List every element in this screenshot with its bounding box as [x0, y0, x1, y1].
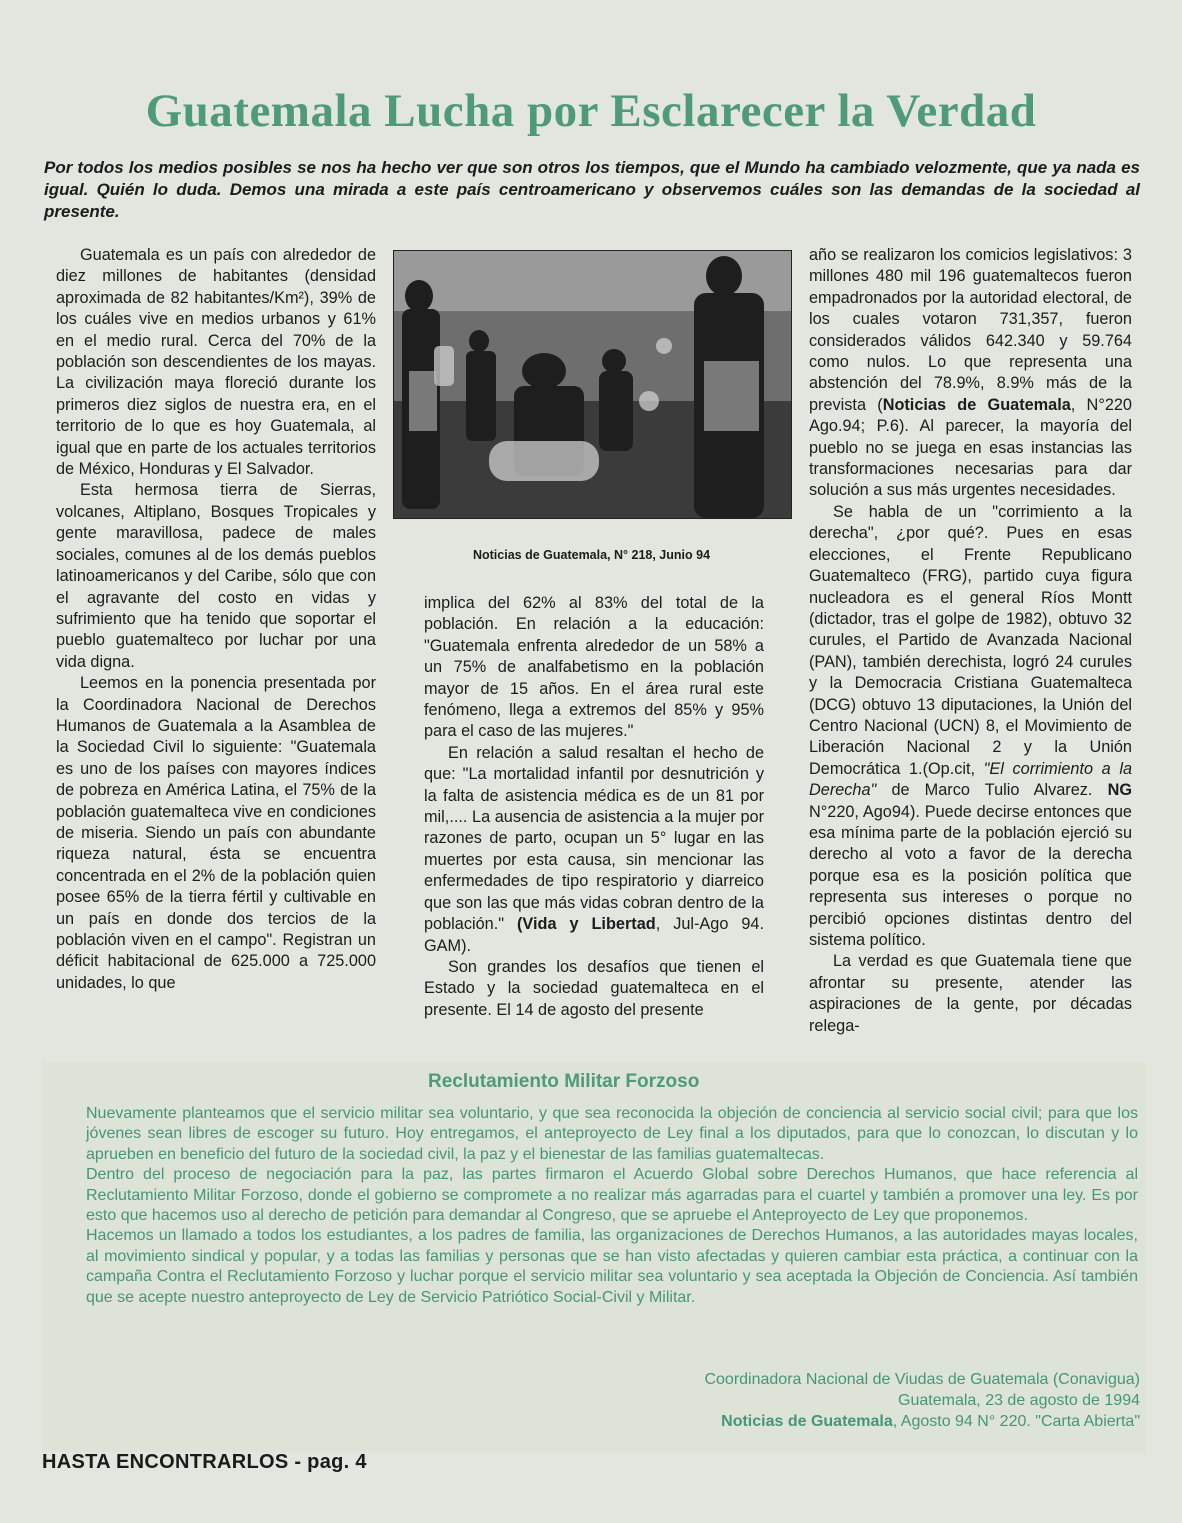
article-title-reference: "El corrimiento a la Derecha" — [809, 759, 1132, 800]
signature-source — [540, 1411, 1140, 1432]
column-3 — [809, 245, 1132, 1037]
paragraph — [809, 502, 1132, 952]
source-citation: NG — [1107, 781, 1132, 800]
photo-illustration — [394, 251, 791, 518]
paragraph: La verdad es que Guatemala tiene que afrontar su presente, atender las aspiraciones de la gente, por décadas relega- — [809, 952, 1132, 1035]
letter-title: Reclutamiento Militar Forzoso — [428, 1071, 700, 1092]
paragraph-text: año se realizaron los comicios legislativos: 3 millones 480 mil 196 guatemaltecos fueron empadronados por la autoridad electoral, de los cuales votaron 731,357, fueron considerados válidos 642.340 y 59.764 como nulos. Lo que representa una abstención del 78.9%, 8.9% más de la prevista ( — [809, 246, 1132, 414]
source-name: Noticias de Guatemala — [721, 1413, 893, 1430]
paragraph: Leemos en la ponencia presentada por la Coordinadora Nacional de Derechos Humanos de Guatemala a la Asamblea de la Sociedad Civil lo siguiente: "Guatemala es uno de los países con mayores índices de pobreza en América Latina, el 75% de la población guatemalteca vive en condiciones de miseria. Siendo un país con abundante riqueza natural, ésta se encuentra concentrada en el 2% de la población quien posee 65% de la tierra fértil y cultivable en un país en donde dos tercios de la población viven en el campo". Registran un déficit habitacional de 625.000 a 725.000 unidades, lo que — [56, 674, 376, 992]
letter-paragraph: Nuevamente planteamos que el servicio militar sea voluntario, y que sea reconocida la objeción de conciencia al servicio social civil; para que los jóvenes sean libres de escoger su futuro. Hoy entregamos, el anteproyecto de Ley final a los diputados, para que lo conozcan, lo discutan y lo aprueben en beneficio del futuro de la sociedad civil, la paz y el bienestar de las familias guatemaltecas. — [86, 1105, 1138, 1163]
crowd-photo — [393, 250, 792, 519]
paragraph: Guatemala es un país con alrededor de diez millones de habitantes (densidad aproximada de 82 habitantes/Km²), 39% de los cuáles vive en medios urbanos y 61% en el medio rural. Cerca del 70% de la población son descendientes de los mayas. La civilización maya floreció durante los primeros diez siglos de nuestra era, en el territorio de lo que es hoy Guatemala, al igual que en parte de los actuales territorios de México, Honduras y El Salvador. — [56, 246, 376, 479]
source-detail: , Agosto 94 N° 220. "Carta Abierta" — [892, 1413, 1140, 1430]
paragraph — [809, 245, 1132, 502]
paragraph: implica del 62% al 83% del total de la población. En relación a la educación: "Guatemala enfrenta alrededor de un 58% a un 75% de analfabetismo en la población mayor de 15 años. En el área rural este fenómeno, llega a extremos del 85% y 95% para el caso de las mujeres." — [424, 594, 764, 741]
paragraph-text: N°220, Ago94). Puede decirse entonces que esa mínima parte de la población ejerció su derecho al voto a favor de la derecha porque esa es la posición política que representa sus intereses o porque no percibió opciones distintas dentro del sistema político. — [809, 802, 1132, 949]
paragraph: Esta hermosa tierra de Sierras, volcanes, Altiplano, Bosques Tropicales y gente maravillosa, padece de males sociales, comunes al de los demás pueblos latinoamericanos y del Caribe, sólo que con el agravante del costo en vidas y sufrimiento que ha tenido que soportar el pueblo guatemalteco por luchar por una vida digna. — [56, 481, 376, 671]
letter-body — [86, 1104, 1138, 1308]
paragraph-text: , N°220 Ago.94; P.6). Al parecer, la mayoría del pueblo no se juega en esas instancias las transformaciones necesarias para dar solución a sus más urgentes necesidades. — [809, 395, 1132, 500]
column-1 — [56, 245, 376, 994]
citation-rest: , Jul-Ago 94. GAM). — [424, 915, 764, 955]
source-citation: (Vida y Libertad — [516, 915, 656, 934]
letter-paragraph: Hacemos un llamado a todos los estudiantes, a los padres de familia, las organizaciones de Derechos Humanos, a las autoridades mayas locales, al movimiento sindical y popular, y a todas las familias y personas que se han visto afectadas y quieren cambiar esta práctica, a continuar con la campaña Contra el Reclutamiento Forzoso y luchar porque el servicio militar sea voluntario y sea aceptada la Objeción de Conciencia. Así también que se acepte nuestro anteproyecto de Ley de Servicio Patriótico Social-Civil y Militar. — [86, 1227, 1138, 1306]
article-intro: Por todos los medios posibles se nos ha hecho ver que son otros los tiempos, que el Mundo ha cambiado velozmente, que ya nada es igual. Quién lo duda. Demos una mirada a este país centroamericano y observemos cuáles son las demandas de la sociedad al presente. — [44, 158, 1140, 221]
page-footer: HASTA ENCONTRARLOS - pag. 4 — [42, 1451, 367, 1473]
letter-signature — [540, 1369, 1140, 1432]
column-2 — [424, 593, 764, 1021]
paragraph-text: de Marco Tulio Alvarez. — [876, 781, 1108, 800]
article-title: Guatemala Lucha por Esclarecer la Verdad — [145, 85, 1037, 137]
paragraph — [424, 743, 764, 957]
letter-paragraph: Dentro del proceso de negociación para la paz, las partes firmaron el Acuerdo Global sobre Derechos Humanos, que hace referencia al Reclutamiento Militar Forzoso, donde el gobierno se compromete a no realizar más agarradas para el cuartel y también a promover una ley. Es por esto que hacemos uso al derecho de petición para demandar al Congreso, que se apruebe el Anteproyecto de Ley que proponemos. — [86, 1166, 1138, 1225]
source-citation: Noticias de Guatemala — [882, 395, 1071, 414]
signature-organization: Coordinadora Nacional de Viudas de Guatemala (Conavigua) — [704, 1371, 1140, 1388]
photo-caption: Noticias de Guatemala, N° 218, Junio 94 — [472, 548, 711, 562]
paragraph: Son grandes los desafíos que tienen el Estado y la sociedad guatemalteca en el presente. El 14 de agosto del presente — [424, 957, 764, 1019]
paragraph-text: Se habla de un "corrimiento a la derecha", ¿por qué?. Pues en esas elecciones, el Frente Republicano Guatemalteco (FRG), partido cuya figura nucleadora es el general Ríos Montt (dictador, tras el golpe de 1982), obtuvo 32 curules, el Partido de Avanzada Nacional (PAN), también derechista, logró 24 curules y la Democracia Cristiana Guatemalteca (DCG) obtuvo 13 diputaciones, la Unión del Centro Nacional (UCN) 8, el Movimiento de Liberación Nacional 2 y la Unión Democrática 1.(Op.cit, — [809, 502, 1132, 778]
signature-date: Guatemala, 23 de agosto de 1994 — [898, 1392, 1140, 1409]
paragraph-text: En relación a salud resaltan el hecho de que: "La mortalidad infantil por desnutrición y la falta de asistencia médica es de un 81 por mil,.... La ausencia de asistencia a la mujer por razones de parto, ocupan un 5° lugar en las muertes por esta causa, sin mencionar las enfermedades de tipo respiratorio y diarreico que son las que más vidas cobran dentro de la población." — [424, 743, 764, 934]
